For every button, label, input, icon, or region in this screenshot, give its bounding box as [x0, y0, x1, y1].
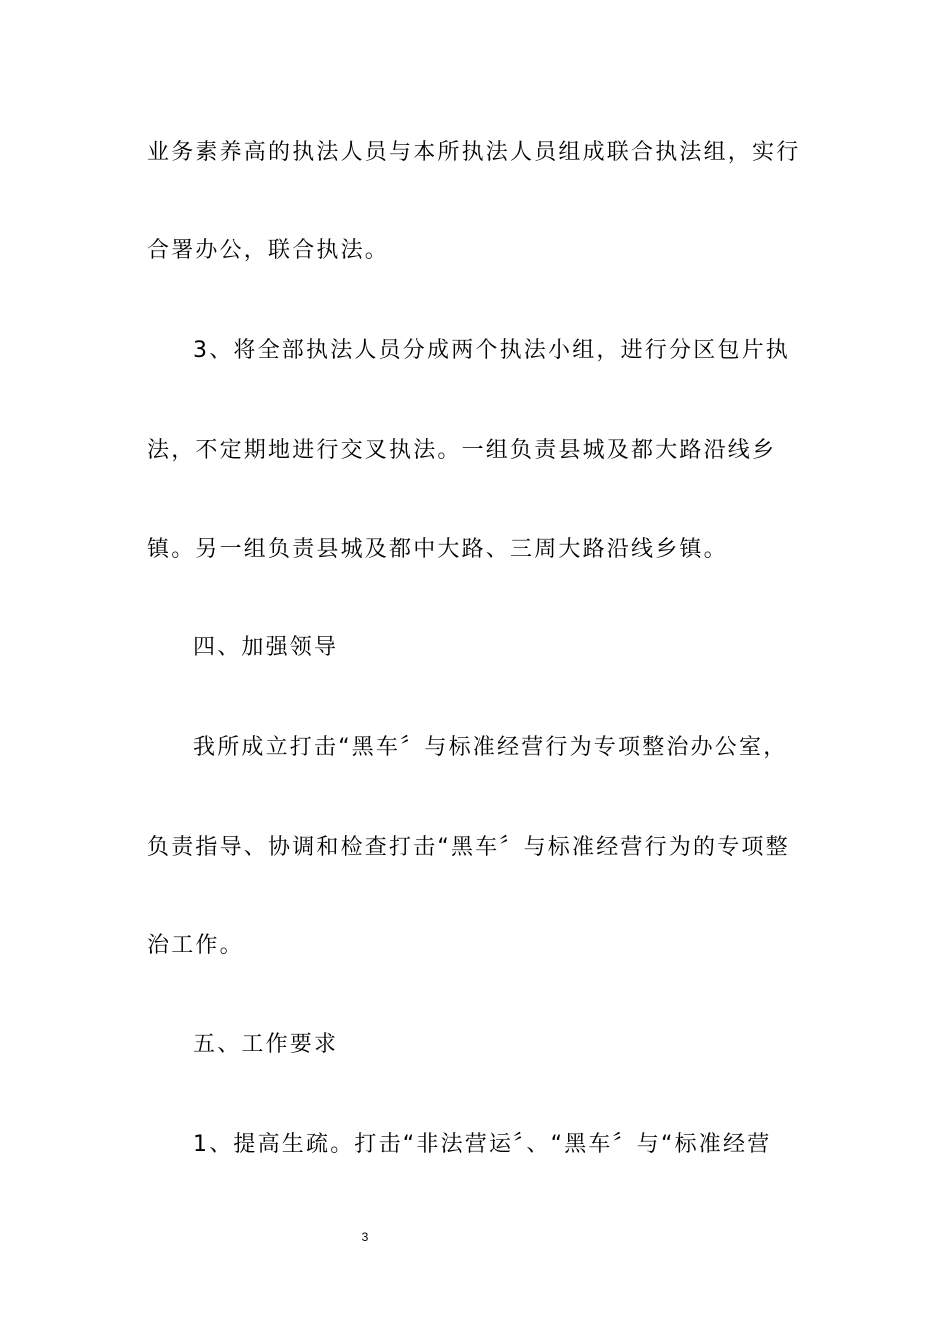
paragraph-line: 合署办公，联合执法。	[147, 238, 390, 263]
page-number: 3	[361, 1230, 369, 1244]
paragraph-line: 业务素养高的执法人员与本所执法人员组成联合执法组，实行	[147, 140, 801, 165]
paragraph-line: 1、提高生疏。打击“非法营运〞、“黑车〞与“标准经营	[193, 1132, 772, 1157]
paragraph-line: 镇。另一组负责县城及都中大路、三周大路沿线乡镇。	[147, 537, 728, 562]
paragraph-line: 3、将全部执法人员分成两个执法小组，进行分区包片执	[193, 338, 790, 363]
section-heading: 五、工作要求	[193, 1032, 339, 1057]
paragraph-line: 治工作。	[147, 933, 244, 958]
paragraph-line: 负责指导、协调和检查打击“黑车〞与标准经营行为的专项整	[147, 835, 790, 860]
paragraph-line: 法，不定期地进行交叉执法。一组负责县城及都大路沿线乡	[147, 438, 777, 463]
section-heading: 四、加强领导	[193, 635, 339, 660]
paragraph-line: 我所成立打击“黑车〞与标准经营行为专项整治办公室，	[193, 735, 788, 760]
